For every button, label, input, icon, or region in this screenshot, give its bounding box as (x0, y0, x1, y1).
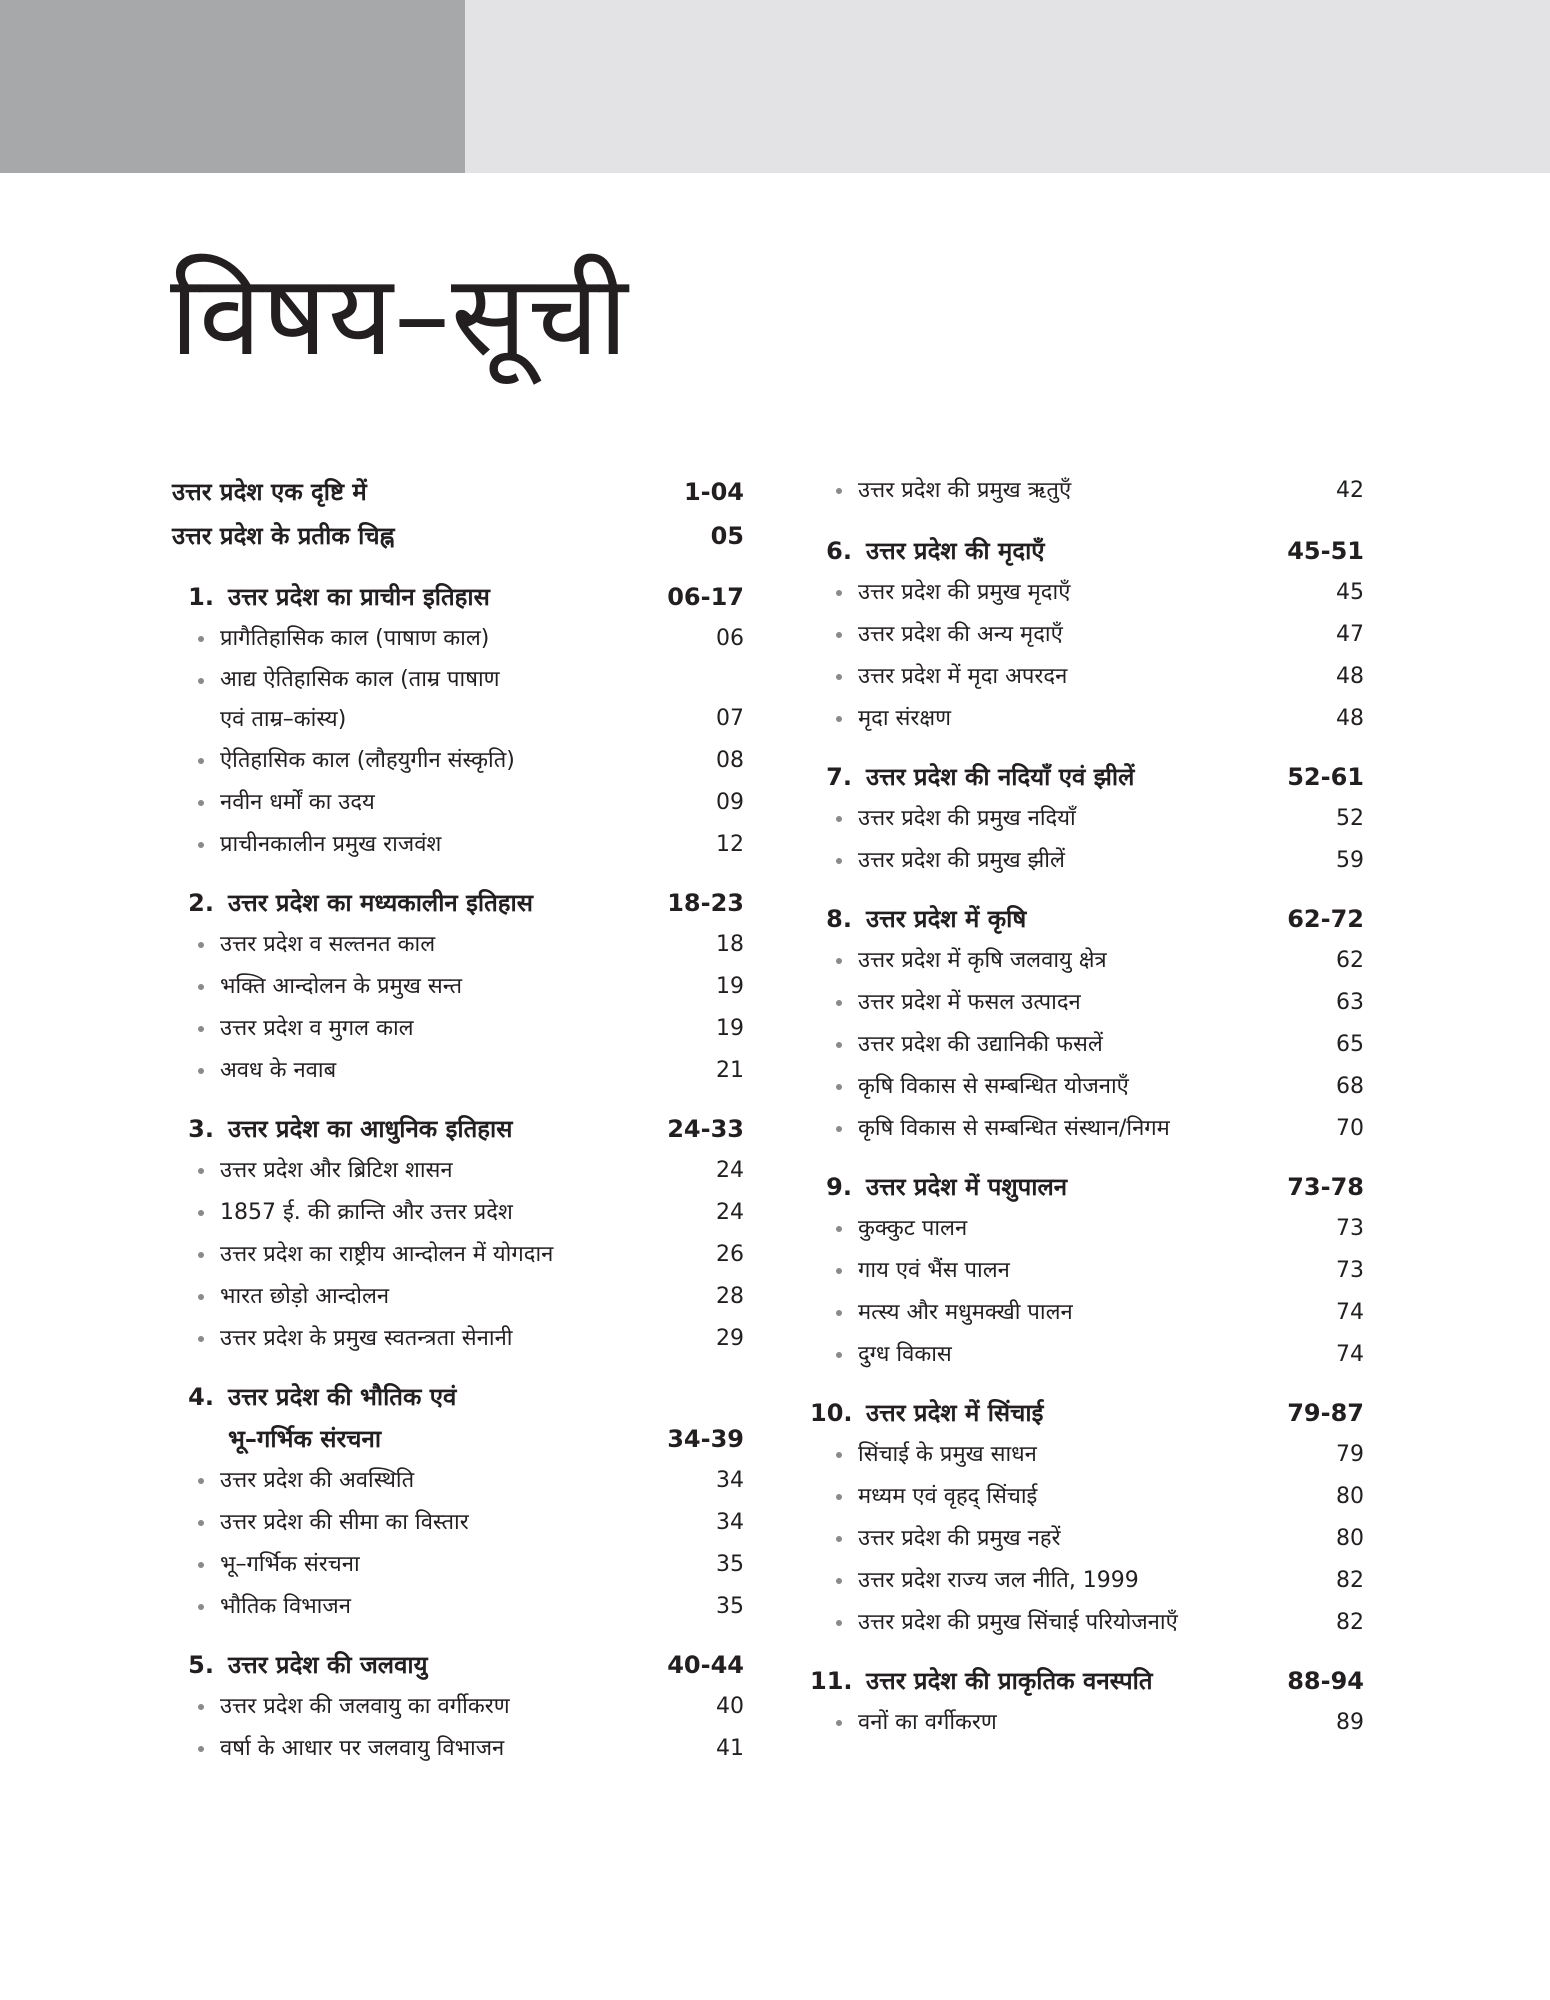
subitem-page: 62 (1336, 948, 1364, 973)
toc-subitem (172, 660, 744, 740)
chapter-pages: 52-61 (1287, 763, 1364, 791)
toc-subitem (172, 1686, 744, 1728)
subitem-page: 07 (716, 706, 744, 731)
chapter-number: 3. (188, 1115, 214, 1143)
chapter-heading (810, 756, 1364, 798)
bullet-icon (198, 842, 204, 848)
subitem-text: प्राचीनकालीन प्रमुख राजवंश (220, 832, 442, 857)
toc-subitem (172, 618, 744, 660)
subitem-page: 21 (716, 1058, 744, 1083)
bullet-icon (198, 1478, 204, 1484)
chapter-number: 1. (188, 583, 214, 611)
toc-subitem (810, 1518, 1364, 1560)
chapter-heading (172, 1108, 744, 1150)
toc-subitem (172, 1192, 744, 1234)
toc-subitem (172, 782, 744, 824)
subitem-page: 89 (1336, 1710, 1364, 1735)
bullet-icon (836, 674, 842, 680)
chapter-number: 5. (188, 1651, 214, 1679)
toc-subitem (172, 1318, 744, 1360)
subitem-text: कृषि विकास से सम्बन्धित संस्थान/निगम (858, 1116, 1170, 1141)
chapter-heading (810, 1166, 1364, 1208)
chapter-pages: 06-17 (667, 583, 744, 611)
chapter-number: 9. (826, 1173, 852, 1201)
bullet-icon (836, 1352, 842, 1358)
subitem-text: कृषि विकास से सम्बन्धित योजनाएँ (858, 1074, 1129, 1099)
subitem-text: उत्तर प्रदेश और ब्रिटिश शासन (220, 1158, 453, 1183)
toc-subitem (810, 1292, 1364, 1334)
chapter-5 (172, 1644, 744, 1770)
subitem-page: 82 (1336, 1568, 1364, 1593)
subitem-page: 42 (1336, 478, 1364, 503)
chapter-heading (172, 1376, 744, 1460)
bullet-icon (836, 1084, 842, 1090)
subitem-text: 1857 ई. की क्रान्ति और उत्तर प्रदेश (220, 1200, 513, 1225)
toc-subitem (172, 1586, 744, 1628)
header-band-dark (0, 0, 465, 173)
bullet-icon (836, 1452, 842, 1458)
subitem-page: 59 (1336, 848, 1364, 873)
chapter-title-continued: भू–गर्भिक संरचना (228, 1425, 382, 1453)
chapter-title: उत्तर प्रदेश में सिंचाई (866, 1399, 1044, 1427)
bullet-icon (198, 1562, 204, 1568)
bullet-icon (198, 1520, 204, 1526)
subitem-page: 65 (1336, 1032, 1364, 1057)
intro-item (172, 514, 744, 558)
bullet-icon (836, 1226, 842, 1232)
subitem-text: उत्तर प्रदेश की प्रमुख झीलें (858, 848, 1065, 873)
subitem-text: उत्तर प्रदेश की जलवायु का वर्गीकरण (220, 1694, 510, 1719)
chapter-title: उत्तर प्रदेश की मृदाएँ (866, 537, 1045, 565)
subitem-page: 73 (1336, 1216, 1364, 1241)
toc-subitem (810, 940, 1364, 982)
chapter-number: 7. (826, 763, 852, 791)
subitem-text: भारत छोड़ो आन्दोलन (220, 1284, 390, 1309)
chapter-heading (810, 898, 1364, 940)
subitem-text: नवीन धर्मों का उदय (220, 790, 375, 815)
subitem-page: 73 (1336, 1258, 1364, 1283)
chapter-heading (172, 1644, 744, 1686)
chapter-pages: 24-33 (667, 1115, 744, 1143)
subitem-text: मृदा संरक्षण (858, 706, 952, 731)
subitem-page: 06 (716, 626, 744, 651)
toc-subitem (810, 982, 1364, 1024)
subitem-page: 09 (716, 790, 744, 815)
chapter-pages: 62-72 (1287, 905, 1364, 933)
subitem-page: 74 (1336, 1342, 1364, 1367)
bullet-icon (836, 1268, 842, 1274)
toc-subitem (810, 1434, 1364, 1476)
chapter-9 (810, 1166, 1364, 1376)
subitem-page: 74 (1336, 1300, 1364, 1325)
toc-subitem (810, 1108, 1364, 1150)
subitem-text: मत्स्य और मधुमक्खी पालन (858, 1300, 1073, 1325)
subitem-text: उत्तर प्रदेश राज्य जल नीति, 1999 (858, 1568, 1139, 1593)
chapter-heading (172, 576, 744, 618)
subitem-page: 68 (1336, 1074, 1364, 1099)
subitem-text: उत्तर प्रदेश में मृदा अपरदन (858, 664, 1068, 689)
subitem-text: उत्तर प्रदेश का राष्ट्रीय आन्दोलन में योगदान (220, 1242, 554, 1267)
bullet-icon (836, 1720, 842, 1726)
subitem-text: उत्तर प्रदेश व सल्तनत काल (220, 932, 436, 957)
chapter-6 (810, 530, 1364, 740)
bullet-icon (836, 1310, 842, 1316)
toc-subitem (172, 924, 744, 966)
toc-subitem (810, 1476, 1364, 1518)
bullet-icon (198, 984, 204, 990)
bullet-icon (836, 1042, 842, 1048)
subitem-text: गाय एवं भैंस पालन (858, 1258, 1010, 1283)
toc-subitem (810, 798, 1364, 840)
subitem-page: 24 (716, 1200, 744, 1225)
bullet-icon (198, 1336, 204, 1342)
subitem-text: आद्य ऐतिहासिक काल (ताम्र पाषाण (220, 667, 500, 692)
toc-subitem (172, 1544, 744, 1586)
toc-subitem (172, 740, 744, 782)
subitem-text: अवध के नवाब (220, 1058, 337, 1083)
subitem-text: भू–गर्भिक संरचना (220, 1552, 360, 1577)
chapter-4 (172, 1376, 744, 1628)
subitem-text: उत्तर प्रदेश की उद्यानिकी फसलें (858, 1032, 1103, 1057)
chapter-heading (172, 882, 744, 924)
bullet-icon (198, 1026, 204, 1032)
bullet-icon (198, 1210, 204, 1216)
bullet-icon (198, 1294, 204, 1300)
subitem-page: 48 (1336, 706, 1364, 731)
subitem-page: 79 (1336, 1442, 1364, 1467)
subitem-text: वर्षा के आधार पर जलवायु विभाजन (220, 1736, 505, 1761)
subitem-page: 18 (716, 932, 744, 957)
bullet-icon (198, 942, 204, 948)
toc-subitem (810, 1208, 1364, 1250)
chapter-title: उत्तर प्रदेश की जलवायु (228, 1651, 428, 1679)
chapter-title: उत्तर प्रदेश में कृषि (866, 905, 1027, 933)
bullet-icon (836, 1126, 842, 1132)
chapter-number: 6. (826, 537, 852, 565)
bullet-icon (836, 1000, 842, 1006)
chapter-pages: 34-39 (667, 1425, 744, 1453)
chapter-2 (172, 882, 744, 1092)
bullet-icon (836, 958, 842, 964)
subitem-page: 52 (1336, 806, 1364, 831)
toc-subitem (172, 1460, 744, 1502)
bullet-icon (836, 590, 842, 596)
bullet-icon (198, 1252, 204, 1258)
chapter-7 (810, 756, 1364, 882)
subitem-text: उत्तर प्रदेश में फसल उत्पादन (858, 990, 1081, 1015)
subitem-page: 41 (716, 1736, 744, 1761)
bullet-icon (836, 816, 842, 822)
chapter-pages: 73-78 (1287, 1173, 1364, 1201)
subitem-page: 19 (716, 1016, 744, 1041)
chapter-title: उत्तर प्रदेश की भौतिक एवं (228, 1383, 457, 1411)
subitem-text: उत्तर प्रदेश की प्रमुख सिंचाई परियोजनाएँ (858, 1610, 1178, 1635)
intro-item-pages: 05 (710, 522, 744, 550)
toc-subitem (810, 470, 1364, 514)
chapter-pages: 40-44 (667, 1651, 744, 1679)
subitem-text: उत्तर प्रदेश में कृषि जलवायु क्षेत्र (858, 948, 1107, 973)
subitem-page: 35 (716, 1552, 744, 1577)
intro-item-title: उत्तर प्रदेश के प्रतीक चिह्न (172, 522, 395, 550)
bullet-icon (198, 636, 204, 642)
toc-subitem (172, 1050, 744, 1092)
subitem-text: उत्तर प्रदेश की प्रमुख नहरें (858, 1526, 1061, 1551)
subitem-text: भौतिक विभाजन (220, 1594, 351, 1619)
chapter-title: उत्तर प्रदेश की प्राकृतिक वनस्पति (866, 1667, 1153, 1695)
bullet-icon (836, 1578, 842, 1584)
subitem-text: ऐतिहासिक काल (लौहयुगीन संस्कृति) (220, 748, 515, 773)
chapter-number: 4. (188, 1383, 214, 1411)
subitem-text: उत्तर प्रदेश की अवस्थिति (220, 1468, 415, 1493)
subitem-page: 82 (1336, 1610, 1364, 1635)
toc-column-right (810, 470, 1364, 1744)
subitem-page: 63 (1336, 990, 1364, 1015)
chapter-number: 8. (826, 905, 852, 933)
toc-subitem (810, 614, 1364, 656)
subitem-text: मध्यम एवं वृहद् सिंचाई (858, 1484, 1038, 1509)
chapter-10 (810, 1392, 1364, 1644)
toc-subitem (810, 1334, 1364, 1376)
subitem-page: 47 (1336, 622, 1364, 647)
toc-subitem (172, 1276, 744, 1318)
toc-subitem (810, 1602, 1364, 1644)
subitem-text: प्रागैतिहासिक काल (पाषाण काल) (220, 626, 490, 651)
subitem-text: सिंचाई के प्रमुख साधन (858, 1442, 1037, 1467)
chapter-number: 2. (188, 889, 214, 917)
toc-subitem (810, 1560, 1364, 1602)
toc-subitem (810, 1024, 1364, 1066)
subitem-text: दुग्ध विकास (858, 1342, 952, 1367)
toc-subitem (172, 1234, 744, 1276)
chapter-title: उत्तर प्रदेश का आधुनिक इतिहास (228, 1115, 513, 1143)
toc-subitem (172, 1150, 744, 1192)
subitem-text: उत्तर प्रदेश की प्रमुख ऋतुएँ (858, 478, 1072, 503)
chapter-title: उत्तर प्रदेश का प्राचीन इतिहास (228, 583, 490, 611)
header-band-light (465, 0, 1550, 173)
subitem-text: कुक्कुट पालन (858, 1216, 968, 1241)
intro-item-pages: 1-04 (683, 478, 744, 506)
chapter-heading (810, 1660, 1364, 1702)
toc-subitem (172, 1008, 744, 1050)
chapter-title: उत्तर प्रदेश की नदियाँ एवं झीलें (866, 763, 1135, 791)
subitem-text: वनों का वर्गीकरण (858, 1710, 997, 1735)
subitem-page: 35 (716, 1594, 744, 1619)
toc-subitem (172, 1502, 744, 1544)
intro-item (172, 470, 744, 514)
chapter-title: उत्तर प्रदेश में पशुपालन (866, 1173, 1068, 1201)
subitem-page: 48 (1336, 664, 1364, 689)
chapter-heading (810, 1392, 1364, 1434)
subitem-page: 12 (716, 832, 744, 857)
toc-subitem (810, 1066, 1364, 1108)
chapter-1 (172, 576, 744, 866)
subitem-page: 28 (716, 1284, 744, 1309)
chapter-pages: 79-87 (1287, 1399, 1364, 1427)
chapter-number: 10. (810, 1399, 853, 1427)
subitem-page: 34 (716, 1510, 744, 1535)
toc-subitem (810, 698, 1364, 740)
bullet-icon (836, 632, 842, 638)
bullet-icon (836, 1536, 842, 1542)
chapter-pages: 45-51 (1287, 537, 1364, 565)
subitem-text: भक्ति आन्दोलन के प्रमुख सन्त (220, 974, 463, 999)
bullet-icon (198, 1068, 204, 1074)
chapter-number: 11. (810, 1667, 853, 1695)
subitem-text: उत्तर प्रदेश की प्रमुख नदियाँ (858, 806, 1076, 831)
chapter-heading (810, 530, 1364, 572)
intro-item-title: उत्तर प्रदेश एक दृष्टि में (172, 478, 367, 506)
bullet-icon (836, 1620, 842, 1626)
subitem-page: 45 (1336, 580, 1364, 605)
bullet-icon (198, 1168, 204, 1174)
bullet-icon (836, 1494, 842, 1500)
subitem-page: 19 (716, 974, 744, 999)
chapter-title: उत्तर प्रदेश का मध्यकालीन इतिहास (228, 889, 533, 917)
toc-subitem (810, 572, 1364, 614)
subitem-text: उत्तर प्रदेश की अन्य मृदाएँ (858, 622, 1063, 647)
chapter-8 (810, 898, 1364, 1150)
bullet-icon (198, 800, 204, 806)
subitem-page: 26 (716, 1242, 744, 1267)
subitem-text: उत्तर प्रदेश की प्रमुख मृदाएँ (858, 580, 1071, 605)
page-title: विषय–सूची (170, 251, 629, 381)
bullet-icon (198, 758, 204, 764)
subitem-text: उत्तर प्रदेश की सीमा का विस्तार (220, 1510, 469, 1535)
subitem-page: 80 (1336, 1526, 1364, 1551)
toc-subitem (172, 966, 744, 1008)
toc-subitem (810, 1250, 1364, 1292)
chapter-11 (810, 1660, 1364, 1744)
subitem-page: 80 (1336, 1484, 1364, 1509)
toc-column-left (172, 470, 744, 1770)
subitem-text-continued: एवं ताम्र–कांस्य) (220, 707, 347, 732)
toc-subitem (172, 1728, 744, 1770)
subitem-text: उत्तर प्रदेश व मुगल काल (220, 1016, 414, 1041)
subitem-page: 29 (716, 1326, 744, 1351)
bullet-icon (198, 1604, 204, 1610)
chapter-pages: 18-23 (667, 889, 744, 917)
bullet-icon (836, 716, 842, 722)
chapter-3 (172, 1108, 744, 1360)
bullet-icon (836, 858, 842, 864)
subitem-page: 08 (716, 748, 744, 773)
subitem-text: उत्तर प्रदेश के प्रमुख स्वतन्त्रता सेनानी (220, 1326, 513, 1351)
bullet-icon (836, 488, 842, 494)
subitem-page: 24 (716, 1158, 744, 1183)
bullet-icon (198, 1746, 204, 1752)
toc-subitem (810, 656, 1364, 698)
subitem-page: 40 (716, 1694, 744, 1719)
subitem-page: 70 (1336, 1116, 1364, 1141)
toc-subitem (172, 824, 744, 866)
toc-subitem (810, 840, 1364, 882)
subitem-page: 34 (716, 1468, 744, 1493)
bullet-icon (198, 1704, 204, 1710)
chapter-pages: 88-94 (1287, 1667, 1364, 1695)
bullet-icon (198, 678, 204, 684)
toc-subitem (810, 1702, 1364, 1744)
